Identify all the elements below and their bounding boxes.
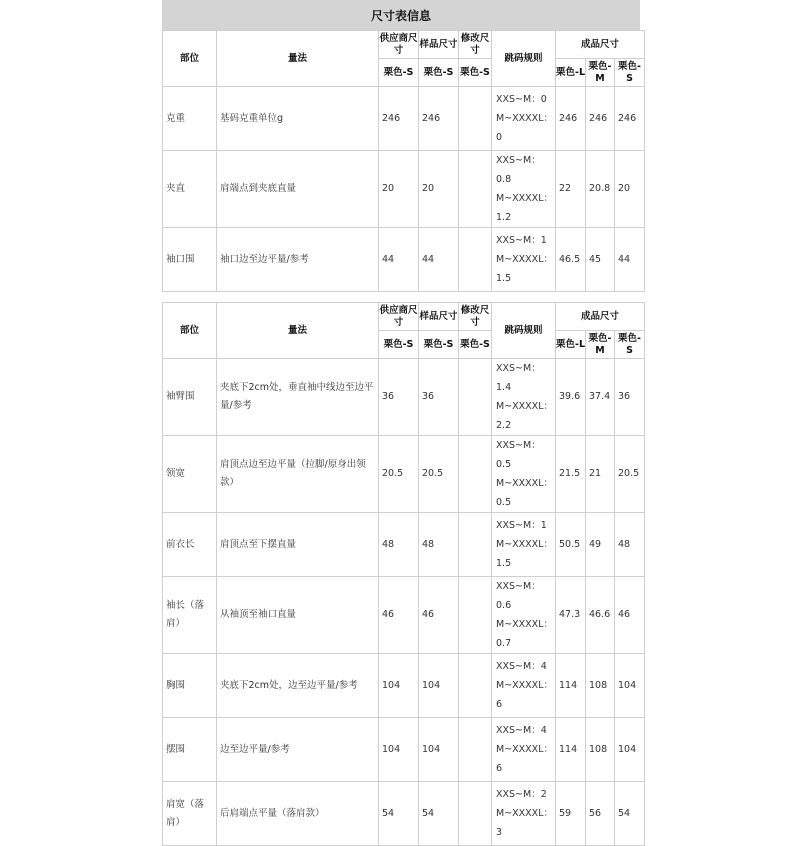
grade-rule-line: XXS~M：1.4 bbox=[496, 363, 541, 393]
cell-grade-rule bbox=[492, 654, 556, 718]
cell-sample-size: 46 bbox=[419, 577, 459, 654]
cell-grade-rule bbox=[492, 782, 556, 846]
cell-supplier-size: 20.5 bbox=[379, 436, 419, 513]
cell-sample-size: 20 bbox=[419, 151, 459, 228]
grade-rule-line: 6 bbox=[496, 763, 503, 774]
cell-grade-rule bbox=[492, 151, 556, 228]
grade-rule-line: 1.5 bbox=[496, 558, 512, 569]
grade-rule-line: M~XXXXL： bbox=[496, 401, 553, 412]
cell-grade-rule bbox=[492, 577, 556, 654]
cell-part: 摆围 bbox=[163, 718, 217, 782]
cell-part: 袖口围 bbox=[163, 228, 217, 292]
header-modified-size: 修改尺寸 bbox=[459, 303, 492, 331]
header-method: 量法 bbox=[217, 31, 379, 87]
header-sample-color: 栗色-S bbox=[419, 331, 459, 359]
size-table bbox=[162, 302, 645, 846]
cell-grade-rule bbox=[492, 513, 556, 577]
grade-rule-line: M~XXXXL： bbox=[496, 808, 553, 819]
table-row bbox=[163, 359, 645, 436]
cell-method: 夹底下2cm处，垂直袖中线边至边平量/参考 bbox=[217, 359, 379, 436]
cell-method: 袖口边至边平量/参考 bbox=[217, 228, 379, 292]
cell-finished-m: 246 bbox=[586, 87, 615, 151]
cell-finished-m: 108 bbox=[586, 654, 615, 718]
table-row bbox=[163, 718, 645, 782]
header-supplier-color: 栗色-S bbox=[379, 59, 419, 87]
cell-finished-s: 104 bbox=[615, 654, 645, 718]
cell-grade-rule bbox=[492, 87, 556, 151]
grade-rule-line: 0 bbox=[496, 132, 503, 143]
cell-part: 夹直 bbox=[163, 151, 217, 228]
cell-finished-l: 21.5 bbox=[556, 436, 586, 513]
cell-modified-size bbox=[459, 577, 492, 654]
grade-rule-line: M~XXXXL： bbox=[496, 113, 553, 124]
grade-rule-line: 3 bbox=[496, 827, 503, 838]
header-sample-size: 样品尺寸 bbox=[419, 31, 459, 59]
header-part: 部位 bbox=[163, 303, 217, 359]
cell-finished-m: 46.6 bbox=[586, 577, 615, 654]
header-finished-s: 栗色-S bbox=[615, 331, 645, 359]
header-modified-color: 栗色-S bbox=[459, 331, 492, 359]
cell-supplier-size: 104 bbox=[379, 654, 419, 718]
cell-method: 从袖顶至袖口直量 bbox=[217, 577, 379, 654]
table-row bbox=[163, 513, 645, 577]
cell-method: 边至边平量/参考 bbox=[217, 718, 379, 782]
cell-finished-m: 21 bbox=[586, 436, 615, 513]
table-row bbox=[163, 654, 645, 718]
cell-sample-size: 36 bbox=[419, 359, 459, 436]
header-finished-l: 栗色-L bbox=[556, 331, 586, 359]
cell-supplier-size: 46 bbox=[379, 577, 419, 654]
grade-rule-line: M~XXXXL： bbox=[496, 478, 553, 489]
cell-modified-size bbox=[459, 87, 492, 151]
cell-supplier-size: 36 bbox=[379, 359, 419, 436]
header-supplier-size: 供应商尺寸 bbox=[379, 303, 419, 331]
cell-modified-size bbox=[459, 228, 492, 292]
table-row bbox=[163, 782, 645, 846]
cell-sample-size: 20.5 bbox=[419, 436, 459, 513]
header-finished-size: 成品尺寸 bbox=[556, 31, 645, 59]
cell-finished-l: 22 bbox=[556, 151, 586, 228]
cell-finished-m: 45 bbox=[586, 228, 615, 292]
cell-method: 后肩端点平量（落肩款） bbox=[217, 782, 379, 846]
cell-part: 袖臂围 bbox=[163, 359, 217, 436]
cell-sample-size: 54 bbox=[419, 782, 459, 846]
cell-supplier-size: 44 bbox=[379, 228, 419, 292]
cell-part: 领宽 bbox=[163, 436, 217, 513]
cell-method: 肩顶点边至边平量（拉脚/原身出领款） bbox=[217, 436, 379, 513]
cell-finished-s: 246 bbox=[615, 87, 645, 151]
grade-rule-line: XXS~M：1 bbox=[496, 520, 547, 531]
cell-finished-m: 37.4 bbox=[586, 359, 615, 436]
cell-finished-s: 54 bbox=[615, 782, 645, 846]
cell-modified-size bbox=[459, 513, 492, 577]
header-grade-rule: 跳码规则 bbox=[492, 31, 556, 87]
grade-rule-line: XXS~M：0.5 bbox=[496, 440, 541, 470]
cell-modified-size bbox=[459, 359, 492, 436]
grade-rule-line: 2.2 bbox=[496, 420, 512, 431]
header-grade-rule: 跳码规则 bbox=[492, 303, 556, 359]
grade-rule-line: 1.2 bbox=[496, 212, 512, 223]
cell-method: 基码克重单位g bbox=[217, 87, 379, 151]
cell-finished-s: 20 bbox=[615, 151, 645, 228]
header-finished-m: 栗色-M bbox=[586, 331, 615, 359]
cell-part: 克重 bbox=[163, 87, 217, 151]
header-supplier-color: 栗色-S bbox=[379, 331, 419, 359]
cell-supplier-size: 20 bbox=[379, 151, 419, 228]
grade-rule-line: XXS~M：0 bbox=[496, 94, 547, 105]
cell-part: 前衣长 bbox=[163, 513, 217, 577]
grade-rule-line: XXS~M：0.6 bbox=[496, 581, 541, 611]
cell-finished-l: 246 bbox=[556, 87, 586, 151]
header-part: 部位 bbox=[163, 31, 217, 87]
header-supplier-size: 供应商尺寸 bbox=[379, 31, 419, 59]
cell-grade-rule bbox=[492, 436, 556, 513]
grade-rule-line: M~XXXXL： bbox=[496, 744, 553, 755]
cell-finished-l: 114 bbox=[556, 654, 586, 718]
cell-modified-size bbox=[459, 718, 492, 782]
cell-supplier-size: 54 bbox=[379, 782, 419, 846]
cell-finished-s: 104 bbox=[615, 718, 645, 782]
cell-sample-size: 104 bbox=[419, 718, 459, 782]
header-modified-color: 栗色-S bbox=[459, 59, 492, 87]
header-method: 量法 bbox=[217, 303, 379, 359]
cell-finished-s: 36 bbox=[615, 359, 645, 436]
table-row bbox=[163, 151, 645, 228]
cell-method: 肩顶点至下摆直量 bbox=[217, 513, 379, 577]
grade-rule-line: XXS~M：1 bbox=[496, 235, 547, 246]
cell-finished-s: 48 bbox=[615, 513, 645, 577]
grade-rule-line: XXS~M：4 bbox=[496, 661, 547, 672]
cell-grade-rule bbox=[492, 228, 556, 292]
cell-supplier-size: 246 bbox=[379, 87, 419, 151]
grade-rule-line: M~XXXXL： bbox=[496, 680, 553, 691]
header-modified-size: 修改尺寸 bbox=[459, 31, 492, 59]
grade-rule-line: XXS~M：4 bbox=[496, 725, 547, 736]
cell-sample-size: 48 bbox=[419, 513, 459, 577]
grade-rule-line: M~XXXXL： bbox=[496, 193, 553, 204]
cell-modified-size bbox=[459, 436, 492, 513]
cell-method: 肩端点到夹底直量 bbox=[217, 151, 379, 228]
cell-supplier-size: 104 bbox=[379, 718, 419, 782]
grade-rule-line: 0.7 bbox=[496, 638, 512, 649]
cell-finished-l: 59 bbox=[556, 782, 586, 846]
size-table bbox=[162, 30, 645, 292]
cell-finished-l: 39.6 bbox=[556, 359, 586, 436]
cell-finished-l: 114 bbox=[556, 718, 586, 782]
cell-finished-m: 108 bbox=[586, 718, 615, 782]
cell-finished-s: 20.5 bbox=[615, 436, 645, 513]
cell-supplier-size: 48 bbox=[379, 513, 419, 577]
cell-sample-size: 104 bbox=[419, 654, 459, 718]
cell-part: 胸围 bbox=[163, 654, 217, 718]
header-finished-m: 栗色-M bbox=[586, 59, 615, 87]
header-finished-l: 栗色-L bbox=[556, 59, 586, 87]
grade-rule-line: M~XXXXL： bbox=[496, 619, 553, 630]
cell-finished-l: 47.3 bbox=[556, 577, 586, 654]
cell-sample-size: 246 bbox=[419, 87, 459, 151]
cell-method: 夹底下2cm处，边至边平量/参考 bbox=[217, 654, 379, 718]
cell-modified-size bbox=[459, 654, 492, 718]
header-sample-color: 栗色-S bbox=[419, 59, 459, 87]
table-row bbox=[163, 436, 645, 513]
grade-rule-line: 0.5 bbox=[496, 497, 512, 508]
cell-modified-size bbox=[459, 151, 492, 228]
cell-finished-m: 20.8 bbox=[586, 151, 615, 228]
page-title: 尺寸表信息 bbox=[162, 0, 640, 30]
cell-grade-rule bbox=[492, 359, 556, 436]
cell-finished-m: 56 bbox=[586, 782, 615, 846]
header-finished-s: 栗色-S bbox=[615, 59, 645, 87]
cell-grade-rule bbox=[492, 718, 556, 782]
grade-rule-line: M~XXXXL： bbox=[496, 254, 553, 265]
grade-rule-line: XXS~M：0.8 bbox=[496, 155, 541, 185]
header-sample-size: 样品尺寸 bbox=[419, 303, 459, 331]
table-row bbox=[163, 577, 645, 654]
cell-part: 肩宽（落肩） bbox=[163, 782, 217, 846]
cell-sample-size: 44 bbox=[419, 228, 459, 292]
header-finished-size: 成品尺寸 bbox=[556, 303, 645, 331]
grade-rule-line: 6 bbox=[496, 699, 503, 710]
cell-modified-size bbox=[459, 782, 492, 846]
cell-finished-m: 49 bbox=[586, 513, 615, 577]
table-row bbox=[163, 228, 645, 292]
grade-rule-line: M~XXXXL： bbox=[496, 539, 553, 550]
grade-rule-line: 1.5 bbox=[496, 273, 512, 284]
table-row bbox=[163, 87, 645, 151]
cell-part: 袖长（落肩） bbox=[163, 577, 217, 654]
cell-finished-l: 50.5 bbox=[556, 513, 586, 577]
cell-finished-s: 44 bbox=[615, 228, 645, 292]
cell-finished-s: 46 bbox=[615, 577, 645, 654]
cell-finished-l: 46.5 bbox=[556, 228, 586, 292]
grade-rule-line: XXS~M：2 bbox=[496, 789, 547, 800]
